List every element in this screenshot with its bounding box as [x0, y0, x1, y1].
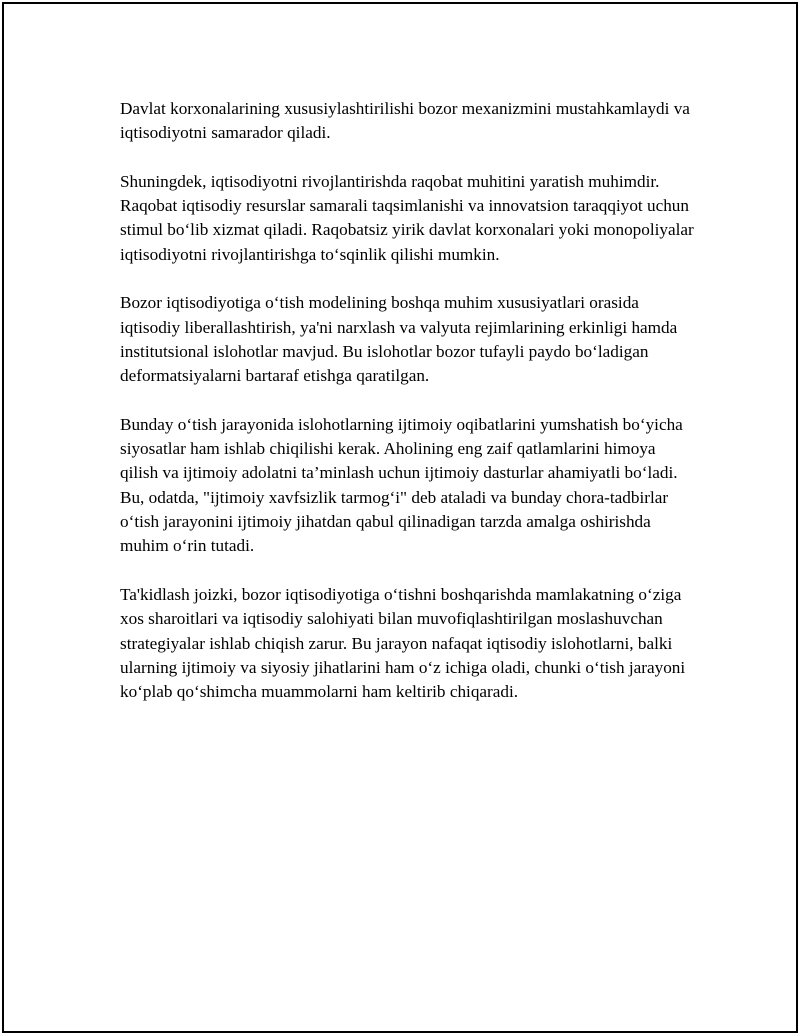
- document-page: [2, 2, 798, 1033]
- paragraph-1: Davlat korxonalarining xususiylashtirilishi bozor mexanizmini mustahkamlaydi va iqtisodiyotni samarador qiladi.: [120, 99, 690, 143]
- document-body: [120, 97, 695, 729]
- paragraph-2: Shuningdek, iqtisodiyotni rivojlantirishda raqobat muhitini yaratish muhimdir. Raqobat iqtisodiy resurslar samarali taqsimlanishi va innovatsion taraqqiyot uchun stimul bo‘lib xizmat qiladi. Raqobatsiz yirik davlat korxonalari yoki monopoliyalar iqtisodiyotni rivojlantirishga to‘sqinlik qilishi mumkin.: [120, 171, 694, 264]
- paragraph-5: Ta'kidlash joizki, bozor iqtisodiyotiga o‘tishni boshqarishda mamlakatning o‘ziga xos sharoitlari va iqtisodiy salohiyati bilan muvofiqlashtirilgan moslashuvchan strategiyalar ishlab chiqish zarur. Bu jarayon nafaqat iqtisodiy islohotlarni, balki ularning ijtimoiy va siyosiy jihatlarini ham o‘z ichiga oladi, chunki o‘tish jarayoni ko‘plab qo‘shimcha muammolarni ham keltirib chiqaradi.: [120, 584, 686, 702]
- paragraph-3: Bozor iqtisodiyotiga o‘tish modelining boshqa muhim xususiyatlari orasida iqtisodiy liberallashtirish, ya'ni narxlash va valyuta rejimlarining erkinligi hamda institutsional islohotlar mavjud. Bu islohotlar bozor tufayli paydo bo‘ladigan deformatsiyalarni bartaraf etishga qaratilgan.: [120, 293, 678, 386]
- paragraph-4: Bunday o‘tish jarayonida islohotlarning ijtimoiy oqibatlarini yumshatish bo‘yicha siyosatlar ham ishlab chiqilishi kerak. Aholining eng zaif qatlamlarini himoya qilish va ijtimoiy adolatni ta’minlash uchun ijtimoiy dasturlar ahamiyatli bo‘ladi. Bu, odatda, "ijtimoiy xavfsizlik tarmog‘i" deb ataladi va bunday chora-tadbirlar o‘tish jarayonini ijtimoiy jihatdan qabul qilinadigan tarzda amalga oshirishda muhim o‘rin tutadi.: [120, 414, 683, 556]
